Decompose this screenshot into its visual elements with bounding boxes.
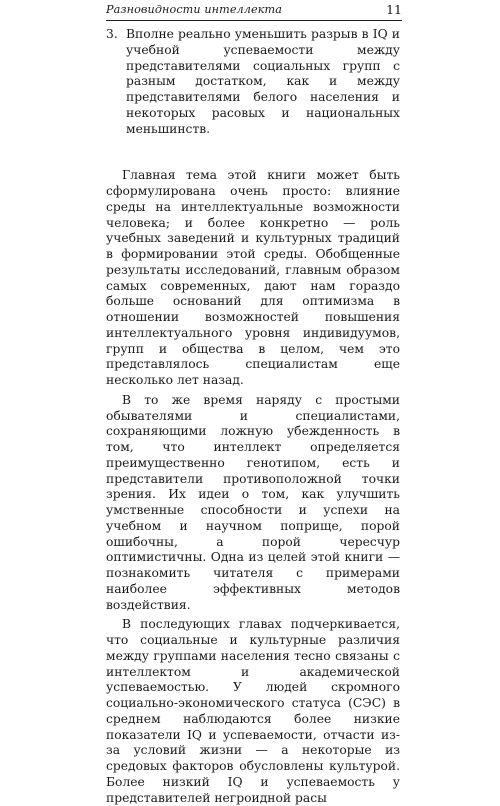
running-header — [106, 2, 402, 21]
paragraph-main-theme: Главная тема этой книги может быть сформулирована очень просто: влияние среды на интеллектуальные возможности человека; и более конкретно — роль учебных заведений и культурных традиций в формировании этой среды. Обобщенные результаты исследований, главным образом самых современных, дают нам гораздо больше оснований для оптимизма в отношении возможностей повышения интеллектуального уровня индивидуумов, групп и общества в целом, чем это представлялось специалистам еще несколько лет назад. — [106, 168, 400, 387]
list-item-text: Вполне реально уменьшить разрыв в IQ и учебной успеваемости между представителями социальных групп с разным достатком, как и между представителями белого населения и некоторых расовых и национальных меньшинств. — [126, 27, 400, 136]
body-text — [106, 27, 400, 806]
section-gap — [106, 137, 400, 168]
page-number: 11 — [386, 2, 402, 17]
paragraph-social-differences: В последующих главах подчеркивается, что социальные и культурные различия между группами населения тесно связаны с интеллектом и академической успеваемостью. У людей скромного социально-экономического статуса (СЭС) в среднем наблюдаются более низкие показатели IQ и успеваемости, отчасти из-за условий жизни — а некоторые из средовых факторов обусловлены культурой. Более низкий IQ и успеваемость у представителей негроидной расы — [106, 617, 400, 805]
list-marker: 3. — [106, 27, 118, 41]
paragraph-opposing-view: В то же время наряду с простыми обывателями и специалистами, сохраняющими ложную убежденность в том, что интеллект определяется преимущественно генотипом, есть и представители противоположной точки зрения. Их идеи о том, как улучшить умственные способности и успехи на учебном и научном поприще, порой ошибочны, а порой чересчур оптимистичны. Одна из целей этой книги — познакомить читателя с примерами наиболее эффективных методов воздействия. — [106, 392, 400, 612]
running-title: Разновидности интеллекта — [106, 3, 282, 16]
numbered-list-item — [106, 27, 400, 137]
